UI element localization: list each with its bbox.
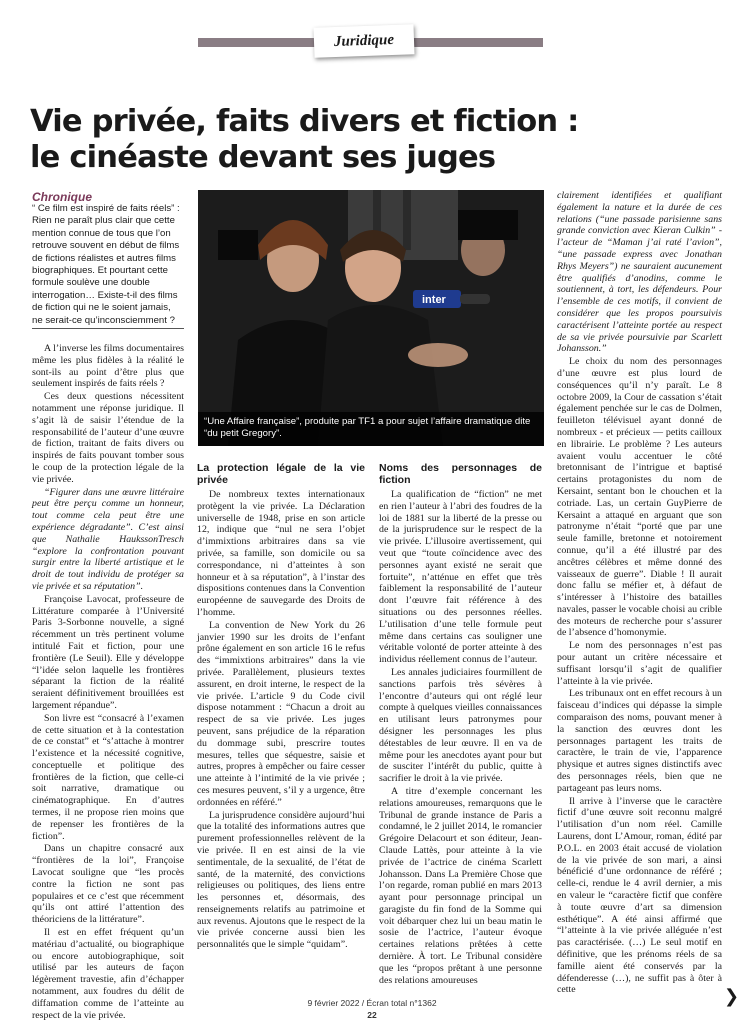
footer-issue: 9 février 2022 / Écran total n°1362 <box>307 998 437 1008</box>
paragraph: Le nom des personnages n’est pas pour autant un critère nécessaire et suffisant lorsqu’il s’agit de qualifier l’atteinte à la vie privée. <box>557 640 722 687</box>
paragraph: clairement identifiées et qualifiant également la nature et la durée de ces relations (“une passade parisienne sans grande conviction avec Kieran Culkin” - l’acteur de “Maman j’ai raté l’avion”, “une passade express avec Jonathan Rhys Meyers”) ne sauraient aucunement être qualifiés d’anodins, comme le soutiennent, à tort, les défendeurs. Pour l’ensemble de ces motifs, il convient de considérer que les propos poursuivis caractérisent l’atteinte portée au respect de sa vie privée poursuivie par Scarlett Johansson.” <box>557 190 722 355</box>
column-1 <box>32 343 184 1022</box>
kicker: Chronique <box>32 190 92 204</box>
column-3 <box>379 460 542 987</box>
page-number: 22 <box>367 1010 377 1020</box>
headline-line-1: Vie privée, faits divers et fiction : <box>30 104 579 139</box>
photo-scene <box>198 190 544 446</box>
column-2 <box>197 460 365 952</box>
paragraph: A l’inverse les films documentaires même les plus fidèles à la réalité le sont-ils au point d’être plus que seulement inspirés de faits réels ? <box>32 343 184 390</box>
paragraph: La jurisprudence considère aujourd’hui que la totalité des informations autres que purement professionnelles relèvent de la vie privée. Il en est ainsi de la vie sentimentale, de la sexualité, de l’état de santé, de la maternité, des convictions religieuses ou politiques, des liens entre les personnes et, désormais, des renseignements relatifs au patrimoine et aux revenus. Ajoutons que le respect de la vie privée concerne aussi bien les personnalités que le simple “quidam”. <box>197 809 365 951</box>
section-heading: La protection légale de la vie privée <box>197 462 365 486</box>
article-photo <box>198 190 544 446</box>
paragraph: Françoise Lavocat, professeure de Littérature comparée à l’Université Paris 3-Sorbonne nouvelle, a signé récemment un très pertinent volume intitulé Fait et fiction, pour une frontière (Le Seuil). Elle y développe “l’idée selon laquelle les frontières séparant la fiction de la réalité seraient définitivement brouillées est largement répandue”. <box>32 593 184 711</box>
paragraph: Il arrive à l’inverse que le caractère fictif d’une œuvre soit reconnu malgré l’utilisation d’un nom réel. Camille Laurens, dont L’Amour, roman, édité par P.O.L. en 2003 était accusé de violation de la vie privée de son mari, a ainsi bénéficié d’une ordonnance de référé ; celle-ci, rendue le 4 avril dernier, a mis en valeur le “caractère fictif que confère à toute œuvre d’art sa dimension esthétique”. A été ainsi affirmé que “l’atteinte à la vie privée alléguée n’est pas caractérisée. (…) Le seul motif en définitive, que les prénoms réels de sa famille aient été conservés par la défenderesse (…), ne suffit pas à ôter à cette <box>557 795 722 996</box>
paragraph: Il est en effet fréquent qu’un matériau d’actualité, ou biographique ou encore autobiographique, soit utilisé par les auteurs de façon légèrement travestie, afin d’échapper notamment, aux foudres du délit de diffamation comme de l’atteinte au respect de la vie privée. <box>32 927 184 1021</box>
paragraph: Les annales judiciaires fourmillent de sanctions parfois très sévères à l’encontre d’auteurs qui ont réglé leur compte à quelques vieilles connaissances en utilisant leurs patronymes pour désigner les personnages les plus détestables de leur œuvre. Il en va de même pour les anecdotes ayant pour but de susciter l’intérêt du public, quitte à sacrifier le droit à la vie privée. <box>379 666 542 785</box>
rubric-label: Juridique <box>314 24 415 57</box>
paragraph: Les tribunaux ont en effet recours à un faisceau d’indices qui dépasse la simple comparaison des noms, pouvant mener à la sanction des œuvres dont les personnages partagent les traits de caractère, le train de vie, l’apparence physique et autres signes distinctifs avec des personnages réels, bien que ne partageant pas leurs noms. <box>557 688 722 794</box>
mic-flag-label: inter <box>422 294 446 306</box>
paragraph: La qualification de “fiction” ne met en rien l’auteur à l’abri des foudres de la loi de 1881 sur la liberté de la presse ou de la jurisprudence sur le respect de la vie privée. L’illusoire avertissement, qui veut que “toute coïncidence avec des personnes ayant existé ne serait que fortuite”, n’atténue en effet que très faiblement la responsabilité de l’auteur dont l’œuvre fait référence à des situations ou des personnes réelles. L’utilisation d’une telle formule peut même dans certains cas souligner une véritable volonté de porter atteinte à des individus réellement connus de l’auteur. <box>379 489 542 666</box>
chapo: “ Ce film est inspiré de faits réels” : Rien ne paraît plus clair que cette mention connue de tous que l’on retrouve souvent en début de films de fictions réalistes et autres films biographiques. Et pourtant cette formule soulève une double interrogation… Existe-t-il des films de fiction qui ne le soient jamais, ne serait-ce qu’inconsciemment ? <box>32 203 180 326</box>
rubric-bar-left <box>198 38 318 47</box>
photo-caption: “Une Affaire française”, produite par TF1 a pour sujet l’affaire dramatique dite “du petit Gregory”. <box>198 412 544 446</box>
paragraph: La convention de New York du 26 janvier 1990 sur les droits de l’enfant prône également en son article 16 le refus des “immixtions arbitraires” dans la vie privée. Parallèlement, plusieurs textes assurent, en droit interne, le respect de la vie privée. L’article 9 du Code civil dispose notamment : “Chacun a droit au respect de sa vie privée. Les juges peuvent, sans préjudice de la réparation du dommage subi, prescrire toutes mesures, telles que séquestre, saisie et autres, propres à empêcher ou faire cesser une atteinte à l’intimité de la vie privée ; ces mesures peuvent, s’il y a urgence, être ordonnées en référé.” <box>197 619 365 808</box>
chevron-right-icon[interactable]: ❯ <box>724 986 740 1007</box>
rubric-bar-right <box>410 38 543 47</box>
headline-line-2: le cinéaste devant ses juges <box>30 140 496 175</box>
paragraph: “Figurer dans une œuvre littéraire peut être perçu comme un honneur, tout comme cela peut être une expérience dégradante”. C’est ainsi que Nathalie HaukssonTresch “explore la confrontation pouvant surgir entre la liberté artistique et le droit de tout individu de protéger sa vie privée et sa réputation”. <box>32 486 184 592</box>
section-heading: Noms des personnages de fiction <box>379 462 542 486</box>
paragraph: Ces deux questions nécessitent notamment une réponse juridique. Il s’agit là de saisir l’étendue de la responsabilité de l’auteur d’une œuvre de fiction, traitant de faits divers ou inspirés de faits pouvant tomber sous le coup de la protection légale de la vie privée. <box>32 391 184 485</box>
paragraph: De nombreux textes internationaux protègent la vie privée. La Déclaration universelle de 1948, prise en son article 12, indique que “nul ne sera l’objet d’immixtions arbitraires dans sa vie privée, sa famille, son domicile ou sa correspondance, ni d’atteintes à son honneur et à sa réputation”, à l’instar des dispositions contenues dans la Convention européenne de sauvegarde des Droits de l’homme. <box>197 489 365 618</box>
paragraph: Dans un chapitre consacré aux “frontières de la loi”, Françoise Lavocat souligne que “les procès contre la fiction ne sont pas populaires et ce c’est que récemment qu’ils ont attiré l’attention des théoriciens de la littérature”. <box>32 843 184 926</box>
paragraph: Son livre est “consacré à l’examen de cette situation et à la contestation de ce constat” et “s’attache à montrer l’existence et la nécessité cognitive, conceptuelle et politique des frontières de la fiction, que celle-ci soit narrative, dramatique ou cinématographique. En d’autres termes, il ne propose rien moins que de repenser les frontières de la fiction”. <box>32 712 184 842</box>
paragraph: A titre d’exemple concernant les relations amoureuses, remarquons que le Tribunal de grande instance de Paris a condamné, le 2 juillet 2014, le romancier Grégoire Delacourt et son éditeur, Jean-Claude Lattès, pour atteinte à la vie privée de l’actrice de cinéma Scarlett Johansson. Dans La Première Chose que l’on regarde, roman publié en mars 2013 ayant pour personnage principal un garagiste du fin fond de la Somme qui voit débarquer chez lui un beau matin le sosie de l’actrice, l’auteur évoque certaines relations prêtées à cette dernière. À tort. Le Tribunal considère que les “propos prêtant à une personne des relations amoureuses <box>379 785 542 986</box>
headline <box>30 104 720 176</box>
paragraph: Le choix du nom des personnages d’une œuvre est plus lourd de conséquences qu’il n’y paraît. Le 8 octobre 2009, la Cour de cassation s’était également penchée sur le cas de Dolmen, feuilleton télévisuel ayant donné de nombreux - et précieux — petits cailloux en librairie. Le problème ? Les auteurs avaient voulu accentuer le côté bretonnisant de l’intrigue et baptisé certains protagonistes du nom de Kersaint, sentant bon le chouchen et la cotriade. Las, un certain GuyPierre de Kersaint a attaqué en arguant que son patronyme n’était “porté que par une seule famille, bretonne et notoirement connue, qu’il a été illustré par des ancêtres célèbres et même donné des vaisseaux de guerre”. Diable ! Il aurait donc fallu se méfier et, à défaut de s’intéresser à l’histoire des batailles navales, passer le vocable choisi au crible des moteurs de recherche pour s’assurer de l’absence d’homonymie. <box>557 356 722 639</box>
chapo-divider <box>32 328 184 329</box>
column-4 <box>557 190 722 997</box>
